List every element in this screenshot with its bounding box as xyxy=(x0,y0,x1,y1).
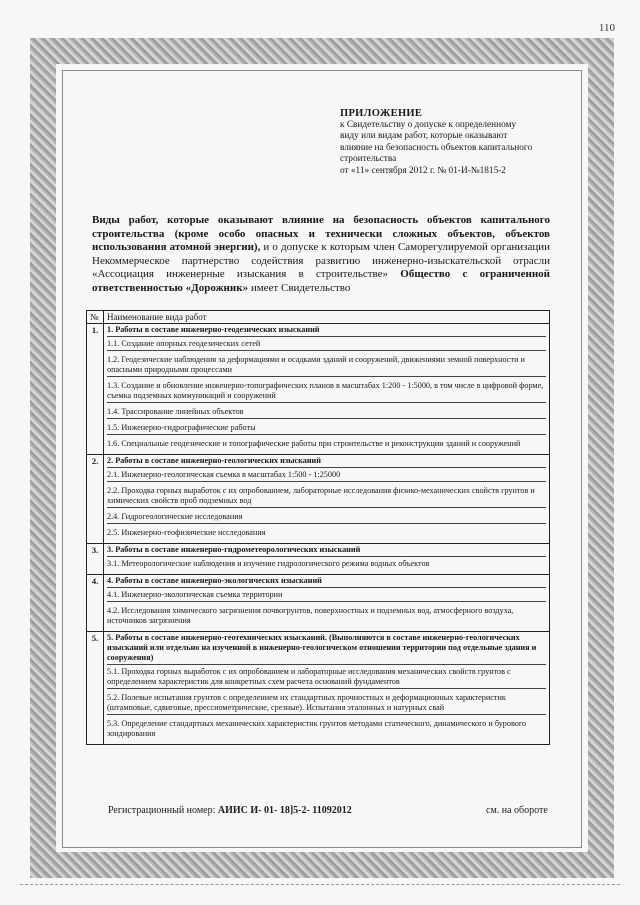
work-item: 1.3. Создание и обновление инженерно-топографических планов в масштабах 1:200 - 1:5000, в том числе в цифровой форме, съемка подземных коммуникаций и сооружений xyxy=(107,381,546,403)
row-content xyxy=(104,575,550,632)
column-header-num: № xyxy=(87,311,104,324)
work-item: 2.2. Проходка горных выработок с их опробованием, лабораторные исследования физико-механических свойств грунтов и химических свойств проб подземных вод xyxy=(107,486,546,508)
work-group-title: 4. Работы в составе инженерно-экологических изысканий xyxy=(107,576,546,588)
row-number: 2. xyxy=(87,455,104,544)
table-row xyxy=(87,575,550,632)
work-item: 1.5. Инженерно-гидрографические работы xyxy=(107,423,546,435)
work-item: 1.6. Специальные геодезические и топографические работы при строительстве и реконструкции зданий и сооружений xyxy=(107,439,521,448)
appendix-line: виду или видам работ, которые оказывают xyxy=(340,131,508,141)
appendix-block xyxy=(340,108,570,177)
intro-tail: имеет Свидетельство xyxy=(248,281,351,294)
work-item: 1.2. Геодезические наблюдения за деформациями и осадками зданий и сооружений, движениями земной поверхности и опасными природными процессами xyxy=(107,355,546,377)
work-item: 4.2. Исследования химического загрязнения почвогрунтов, поверхностных и подземных вод, атмосферного воздуха, источников загрязнения xyxy=(107,606,514,625)
row-number: 3. xyxy=(87,544,104,575)
registration-label: Регистрационный номер: xyxy=(108,805,218,816)
row-content xyxy=(104,632,550,745)
appendix-title: ПРИЛОЖЕНИЕ xyxy=(340,108,423,119)
work-item: 5.1. Проходка горных выработок с их опробованием и лабораторные исследования механических свойств грунтов с определением характеристик для конкретных схем расчета оснований фундаментов xyxy=(107,667,546,689)
registration-number-line xyxy=(108,805,352,816)
bottom-divider xyxy=(20,884,620,886)
work-item: 1.1. Создание опорных геодезических сетей xyxy=(107,339,546,351)
see-reverse-note: см. на обороте xyxy=(486,805,548,816)
work-group-title: 3. Работы в составе инженерно-гидрометеорологических изысканий xyxy=(107,545,546,557)
appendix-line: влияние на безопасность объектов капитального xyxy=(340,142,533,153)
row-number: 1. xyxy=(87,324,104,455)
work-group-title: 2. Работы в составе инженерно-геологических изысканий xyxy=(107,456,546,468)
table-row xyxy=(87,632,550,745)
appendix-line: строительства xyxy=(340,154,397,164)
works-table xyxy=(86,310,550,745)
intro-paragraph xyxy=(92,214,550,295)
work-item: 2.4. Гидрогеологические исследования xyxy=(107,512,546,524)
table-row xyxy=(87,455,550,544)
work-item: 5.2. Полевые испытания грунтов с определением их стандартных прочностных и деформационных характеристик (штамповые, сдвиговые, прессиометрические, срезные). Испытания эталонных и натурных свай xyxy=(107,693,546,715)
work-group-title: 5. Работы в составе инженерно-геотехнических изысканий. (Выполняются в составе инженерно-геологических изысканий или отдельно на изученной в инженерно-геологическом отношении территории под отдельные здания и сооружения) xyxy=(107,633,546,665)
row-content xyxy=(104,324,550,455)
appendix-line: к Свидетельству о допуске к определенному xyxy=(340,119,517,130)
row-number: 4. xyxy=(87,575,104,632)
row-number: 5. xyxy=(87,632,104,745)
appendix-date-line: от «11» сентября 2012 г. № 01-И-№1815-2 xyxy=(340,165,506,176)
table-row xyxy=(87,324,550,455)
registration-number: АИИС И- 01- 18]5-2- 11092012 xyxy=(217,805,352,816)
intro-normal: и о допуске к которым член Саморегулируемой организации Некоммерческое партнерство содействия развитию инженерно-изыскательской отрасли «Ассоциация инженерные изыскания в строительстве» xyxy=(92,241,550,280)
work-group-title: 1. Работы в составе инженерно-геодезических изысканий xyxy=(107,325,546,337)
work-item: 3.1. Метеорологические наблюдения и изучение гидрологического режима водных объектов xyxy=(107,559,430,568)
row-content xyxy=(104,455,550,544)
work-item: 4.1. Инженерно-экологическая съемка территории xyxy=(107,590,546,602)
organization-name: Общество с ограниченной ответственностью «Дорожник» xyxy=(92,268,551,294)
column-header-name: Наименование вида работ xyxy=(104,311,550,324)
row-content xyxy=(104,544,550,575)
work-item: 5.3. Определение стандартных механических характеристик грунтов методами статического, динамического и бурового зондирования xyxy=(107,719,527,738)
work-item: 1.4. Трассирование линейных объектов xyxy=(107,407,546,419)
works-table-body xyxy=(87,324,550,745)
table-header-row xyxy=(87,311,550,324)
work-item: 2.5. Инженерно-геофизические исследования xyxy=(107,528,266,537)
work-item: 2.1. Инженерно-геологическая съемка в масштабах 1:500 - 1:25000 xyxy=(107,470,546,482)
intro-bold: Виды работ, которые оказывают влияние на безопасность объектов капитального строительства (кроме особо опасных и технически сложных объектов, объектов использования атомной энергии), xyxy=(92,214,550,253)
table-row xyxy=(87,544,550,575)
page-number: 110 xyxy=(598,22,615,34)
